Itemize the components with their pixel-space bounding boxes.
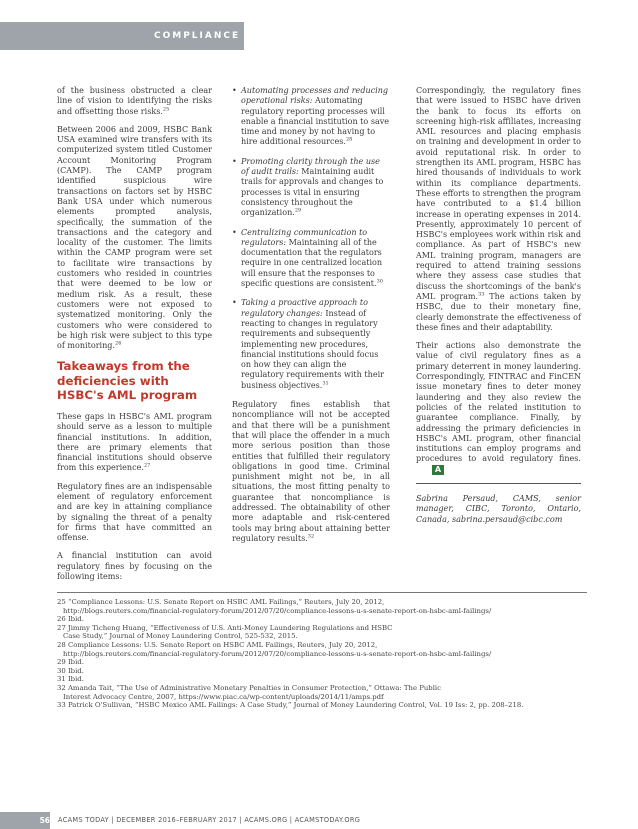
footnote: 26 Ibid. <box>57 615 84 624</box>
acams-end-logo-icon: A <box>432 465 444 475</box>
list-item: • Centralizing communication to regulators: Maintaining all of the documentation that the regulators require in one centralized location will ensure that the responses to specific questions are consistent.$^{30}$ <box>232 228 390 290</box>
footnote: 29 Ibid. <box>57 658 84 667</box>
paragraph: Correspondingly, the regulatory fines that were issued to HSBC have driven the bank to focus its efforts on screening high-risk affiliates, increasing AML resources and placing emphasis on training and development in order to avoid reputational risk. In order to strengthen its AML program, HSBC has hired thousands of individuals to work within its compliance departments. These efforts to strengthen the program have contributed to a $1.4 billion increase in operating expenses in 2014. Presently, approximately 10 percent of HSBC's employees work within risk and compliance. As part of HSBC's new AML training program, managers are required to attend training sessions where they assess case studies that discuss the shortcomings of the bank's AML program.$^{33}$ The actions taken by HSBC, due to their monetary fine, clearly demonstrate the effectiveness of these fines and their adaptability. <box>416 86 581 332</box>
section-banner <box>0 0 638 48</box>
list-item: • Taking a proactive approach to regulatory changes: Instead of reacting to changes in regulatory requirements and subsequently implementing new procedures, financial institutions should focus on how they can align the regulatory requirements with their business objectives.$^{31}$ <box>232 298 390 391</box>
footnote: 31 Ibid. <box>57 675 84 684</box>
section-label: COMPLIANCE <box>154 31 241 41</box>
footnote-continued: Interest Advocacy Centre, 2007, https://www.piac.ca/wp-content/uploads/2014/11/amps.pdf <box>63 692 384 701</box>
paragraph: of the business obstructed a clear line of vision to identifying the risks and offsetting those risks.$^{25}$ <box>57 86 212 116</box>
footnote: 33 Patrick O'Sullivan, “HSBC Mexico AML Failings: A Case Study,” Journal of Money Laundering Control, Vol. 19 Iss: 2, pp. 208–218. <box>57 701 524 710</box>
list-item: • Automating processes and reducing operational risks: Automating regulatory reporting processes will enable a financial institution to save time and money by not having to hire additional resources.$^{28}$ <box>232 86 390 148</box>
footnotes <box>57 592 587 710</box>
column-3 <box>416 86 581 533</box>
paragraph: Regulatory fines establish that noncompliance will not be accepted and that there will be a punishment that will place the offender in a much more serious position than those entities that fulfilled their regulatory obligations in good time. Criminal punishment might not be, in all situations, the most fitting penalty to guarantee that noncompliance is addressed. The obtainability of other more adaptable and risk-centered tools may bring about attaining better regulatory results.$^{32}$ <box>232 400 390 543</box>
author-divider <box>416 483 581 484</box>
section-heading: Takeaways from the deficiencies with HSBC's AML program <box>57 359 198 403</box>
column-2 <box>232 86 390 552</box>
list-item: • Promoting clarity through the use of audit trails: Maintaining audit trails for approvals and changes to processes is vital in ensuring consistency throughout the organization.$^{29}$ <box>232 157 390 219</box>
footnote: 30 Ibid. <box>57 666 84 675</box>
footnote: 27 Jimmy Ticheng Huang, “Effectiveness of U.S. Anti-Money Laundering Regulations and HSBC <box>57 623 393 632</box>
footnote-continued: http://blogs.reuters.com/financial-regulatory-forum/2012/07/20/compliance-lessons-u-s-senate-report-on-hsbc-aml-failings/ <box>63 606 492 615</box>
paragraph: Regulatory fines are an indispensable element of regulatory enforcement and are key in attaining compliance by signaling the threat of a penalty for firms that have committed an offense. <box>57 481 212 543</box>
footnote-continued: http://blogs.reuters.com/financial-regulatory-forum/2012/07/20/compliance-lessons-u-s-senate-report-on-hsbc-aml-failings/ <box>63 649 492 658</box>
footnote: 28 Compliance Lessons: U.S. Senate Report on HSBC AML Failings, Reuters, July 20, 2012, <box>57 640 378 649</box>
paragraph: These gaps in HSBC's AML program should serve as a lesson to multiple financial institutions. In addition, there are primary elements that financial institutions should observe from this experience.$^{27}$ <box>57 411 212 473</box>
paragraph: A financial institution can avoid regulatory fines by focusing on the following items: <box>57 551 212 582</box>
paragraph: Between 2006 and 2009, HSBC Bank USA examined wire transfers with its computerized system titled Customer Account Monitoring Program (CAMP). The CAMP program identified suspicious wire transactions on factors set by HSBC Bank USA under which numerous elements prompted analysis, specifically, the summation of the transactions and the category and locality of the customer. The limits within the CAMP program were set to facilitate wire transactions by customers who resided in countries that were deemed to be low or medium risk. As a result, these customers were not exposed to systematized monitoring. Only the customers who were considered to be high risk were subject to this type of monitoring.$^{26}$ <box>57 124 212 351</box>
footer-masthead: ACAMS TODAY | DECEMBER 2016–FEBRUARY 2017 | ACAMS.ORG | ACAMSTODAY.ORG <box>58 816 361 824</box>
paragraph: Their actions also demonstrate the value of civil regulatory fines as a primary deterrent in money laundering. Correspondingly, FINTRAC and FinCEN issue monetary fines to deter money laundering and they also review the policies of the related institution to guarantee compliance. Finally, by addressing the primary deficiencies in HSBC's AML program, other financial institutions can employ programs and procedures to avoid regulatory fines.A <box>416 341 581 474</box>
footnote: 32 Amanda Tait, “The Use of Administrative Monetary Penalties in Consumer Protection,” Ottawa: The Public <box>57 683 441 692</box>
footnote: 25 “Compliance Lessons: U.S. Senate Report on HSBC AML Failings,” Reuters, July 20, 2012, <box>57 598 385 606</box>
author-byline: Sabrina Persaud, CAMS, senior manager, CIBC, Toronto, Ontario, Canada, sabrina.persaud@cibc.com <box>416 493 581 524</box>
column-1 <box>57 86 212 590</box>
bullet-list <box>232 86 390 391</box>
footnote-continued: Case Study,” Journal of Money Laundering Control, 525-532, 2015. <box>63 632 298 641</box>
page-number: 56 <box>39 816 50 825</box>
